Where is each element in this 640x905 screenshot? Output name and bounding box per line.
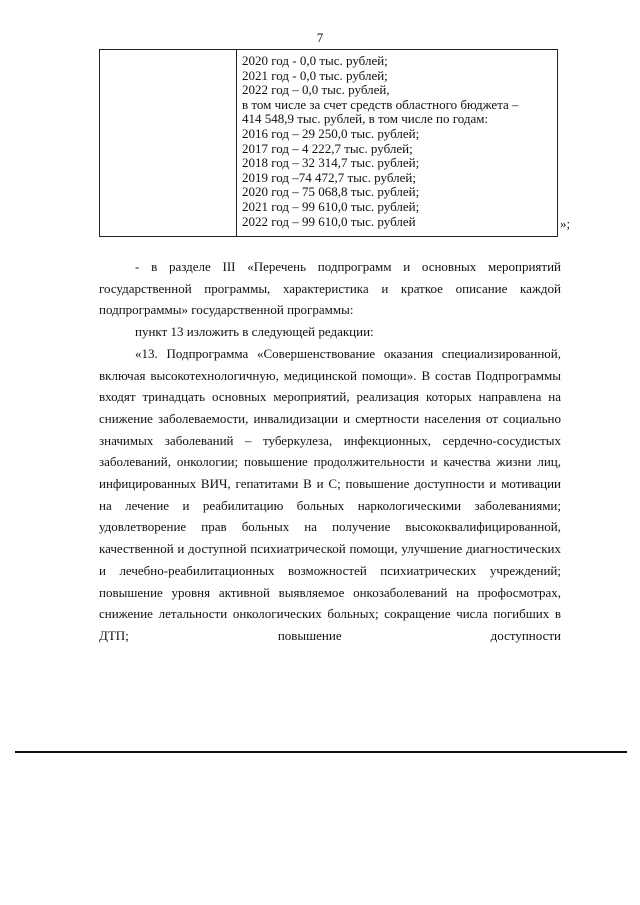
table-line: 2022 год – 99 610,0 тыс. рублей: [242, 213, 416, 229]
table-line: 2021 год – 99 610,0 тыс. рублей;: [242, 198, 420, 214]
budget-table: [99, 49, 558, 237]
closing-quote: »;: [560, 216, 571, 231]
body-text: [99, 256, 561, 647]
table-line: 2017 год – 4 222,7 тыс. рублей;: [242, 140, 413, 156]
table-column-divider: [236, 50, 237, 236]
table-line: в том числе за счет средств областного бюджета –: [242, 96, 519, 112]
table-line: 2020 год - 0,0 тыс. рублей;: [242, 53, 388, 68]
page-bottom-rule: [15, 751, 627, 753]
page-number: 7: [316, 30, 324, 45]
table-line: 2018 год – 32 314,7 тыс. рублей;: [242, 155, 420, 171]
table-right-cell: [242, 54, 553, 229]
table-line: 2019 год –74 472,7 тыс. рублей;: [242, 169, 416, 185]
paragraph-item-instruction: пункт 13 изложить в следующей редакции:: [135, 324, 374, 340]
paragraph-section-change: - в разделе III «Перечень подпрограмм и основных мероприятий государственной программы, характеристика и краткое описание каждой подпрограммы» государственной программы:: [99, 259, 561, 318]
paragraph-item-13: «13. Подпрограмма «Совершенствование оказания специализированной, включая высокотехнологичную, медицинской помощи». В состав Подпрограммы входят тринадцать основных мероприятий, реализация которых направлена на снижение заболеваемости, инвалидизации и смертности населения от социально значимых заболеваний – туберкулеза, инфекционных, сердечно-сосудистых заболеваний, онкологии; повышение продолжительности и качества жизни лиц, инфицированных ВИЧ, гепатитами В и С; повышение доступности и мотивации на лечение и реабилитацию больных наркологическими заболеваниями; удовлетворение прав больных на получение высококвалифицированной, качественной и доступной психиатрической помощи, улучшение диагностических и лечебно-реабилитационных возможностей психиатрических учреждений; повышение уровня активной выявляемое онкозаболеваний на профосмотрах, снижение летальности онкологических больных; сокращение числа погибших в ДТП; повышение доступности: [99, 345, 561, 643]
table-line: 414 548,9 тыс. рублей, в том числе по годам:: [242, 111, 489, 127]
table-line: 2020 год – 75 068,8 тыс. рублей;: [242, 184, 420, 200]
table-line: 2022 год – 0,0 тыс. рублей,: [242, 82, 390, 98]
table-line: 2016 год – 29 250,0 тыс. рублей;: [242, 125, 420, 141]
table-line: 2021 год - 0,0 тыс. рублей;: [242, 67, 388, 83]
